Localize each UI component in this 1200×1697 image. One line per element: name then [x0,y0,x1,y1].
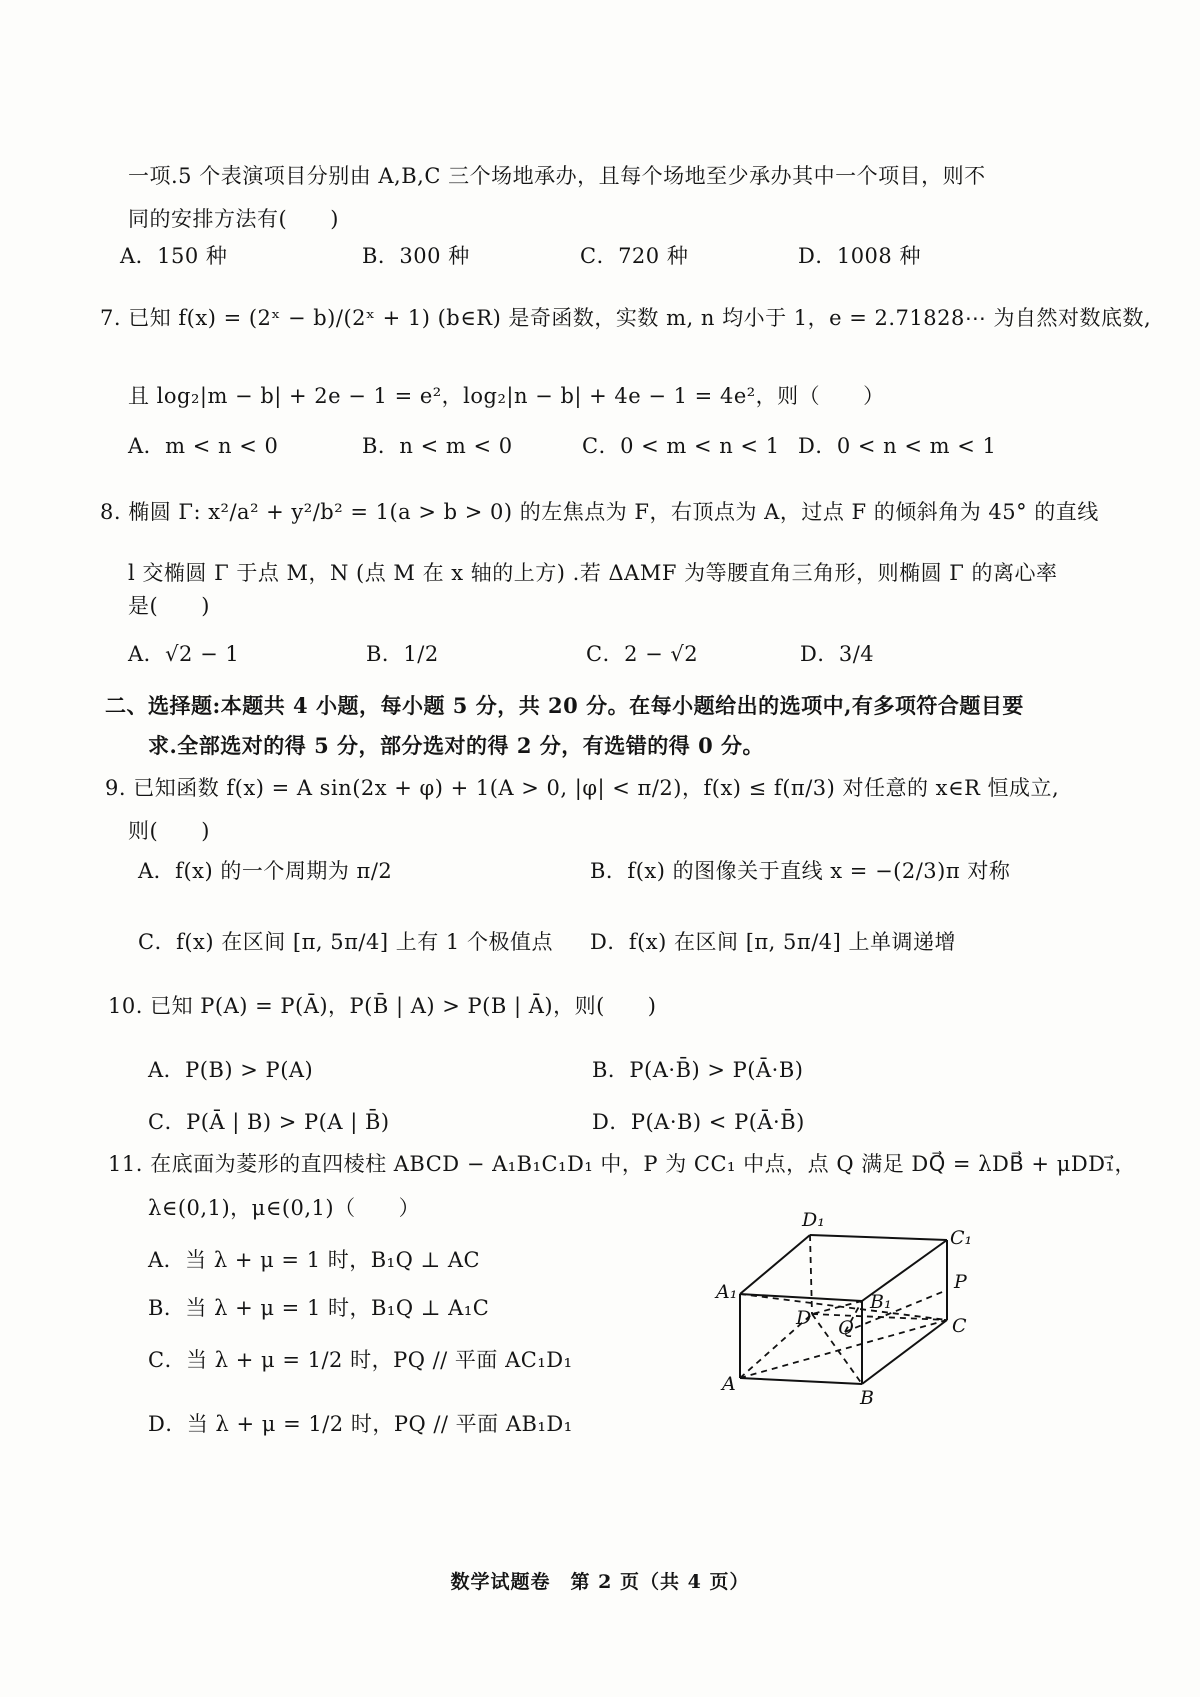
label-c: C [952,1315,967,1337]
q8-line2: l 交椭圆 Γ 于点 M，N (点 M 在 x 轴的上方) .若 ΔAMF 为等腰直角三角形，则椭圆 Γ 的离心率 [128,561,1058,585]
q11-option-d: D．当 λ + μ = 1/2 时，PQ // 平面 AB₁D₁ [148,1412,573,1436]
section2-heading-cont: 求.全部选对的得 5 分，部分选对的得 2 分，有选错的得 0 分。 [148,733,765,758]
label-a: A [722,1373,736,1395]
q8-option-d: D．3/4 [800,642,875,666]
q10-option-b: B．P(A·B̄) > P(Ā·B) [592,1058,804,1082]
page-footer: 数学试题卷 第 2 页（共 4 页） [450,1571,750,1593]
q11-line2: λ∈(0,1)，μ∈(0,1)（ ） [148,1196,421,1220]
q8-option-a: A．√2 − 1 [128,642,240,666]
q6-line1: 一项.5 个表演项目分别由 A,B,C 三个场地承办，且每个场地至少承办其中一个项目，则不 [128,164,986,188]
label-c1: C₁ [950,1227,973,1249]
q10-option-d: D．P(A·B) < P(Ā·B̄) [592,1110,805,1134]
q6-option-d: D．1008 种 [798,244,921,268]
q6-line2: 同的安排方法有( ) [128,207,339,231]
q8-option-c: C．2 − √2 [586,642,699,666]
q6-option-a: A．150 种 [120,244,228,268]
q7-line2: 且 log₂|m − b| + 2e − 1 = e²，log₂|n − b| + 4e − 1 = 4e²，则（ ） [128,384,885,408]
q10-option-c: C．P(Ā | B) > P(A | B̄) [148,1110,390,1134]
q10-line1: 10. 已知 P(A) = P(Ā)，P(B̄ | A) > P(B | Ā)，则( ) [108,994,657,1018]
label-b: B [860,1387,874,1409]
q8-option-b: B．1/2 [366,642,439,666]
q8-line1: 8. 椭圆 Γ: x²/a² + y²/b² = 1(a > b > 0) 的左焦点为 F，右顶点为 A，过点 F 的倾斜角为 45° 的直线 [100,500,1099,524]
q11-option-b: B．当 λ + μ = 1 时，B₁Q ⊥ A₁C [148,1296,490,1320]
q7-option-b: B．n < m < 0 [362,434,513,458]
section2-heading: 二、选择题:本题共 4 小题，每小题 5 分，共 20 分。在每小题给出的选项中,有多项符合题目要 [105,693,1024,718]
q10-option-a: A．P(B) > P(A) [148,1058,314,1082]
q7-option-d: D．0 < n < m < 1 [798,434,997,458]
q9-option-a: A．f(x) 的一个周期为 π/2 [138,859,393,883]
label-d: D [796,1307,812,1329]
label-d1: D₁ [802,1210,825,1231]
q7-line1: 7. 已知 f(x) = (2ˣ − b)/(2ˣ + 1) (b∈R) 是奇函数，实数 m, n 均小于 1，e = 2.71828⋯ 为自然对数底数, [100,306,1152,330]
prism-figure [710,1210,990,1410]
q7-option-a: A．m < n < 0 [128,434,279,458]
q9-option-b: B．f(x) 的图像关于直线 x = −(2/3)π 对称 [590,859,1011,883]
q11-line1: 11. 在底面为菱形的直四棱柱 ABCD − A₁B₁C₁D₁ 中，P 为 CC₁ 中点，点 Q 满足 DQ⃗ = λDB⃗ + μDD₁⃗， [108,1152,1136,1176]
label-p: P [954,1271,967,1293]
q7-option-c: C．0 < m < n < 1 [582,434,780,458]
q9-option-d: D．f(x) 在区间 [π, 5π/4] 上单调递增 [590,930,957,954]
q6-option-b: B．300 种 [362,244,470,268]
q9-line2: 则( ) [128,819,210,843]
q8-line3: 是( ) [128,594,210,618]
q9-line1: 9. 已知函数 f(x) = A sin(2x + φ) + 1(A > 0, |φ| < π/2)，f(x) ≤ f(π/3) 对任意的 x∈R 恒成立, [105,776,1060,800]
label-q: Q [838,1317,854,1339]
q6-option-c: C．720 种 [580,244,689,268]
q11-option-a: A．当 λ + μ = 1 时，B₁Q ⊥ AC [148,1248,481,1272]
label-b1: B₁ [870,1291,892,1313]
label-a1: A₁ [716,1281,738,1303]
q11-option-c: C．当 λ + μ = 1/2 时，PQ // 平面 AC₁D₁ [148,1348,573,1372]
q9-option-c: C．f(x) 在区间 [π, 5π/4] 上有 1 个极值点 [138,930,553,954]
